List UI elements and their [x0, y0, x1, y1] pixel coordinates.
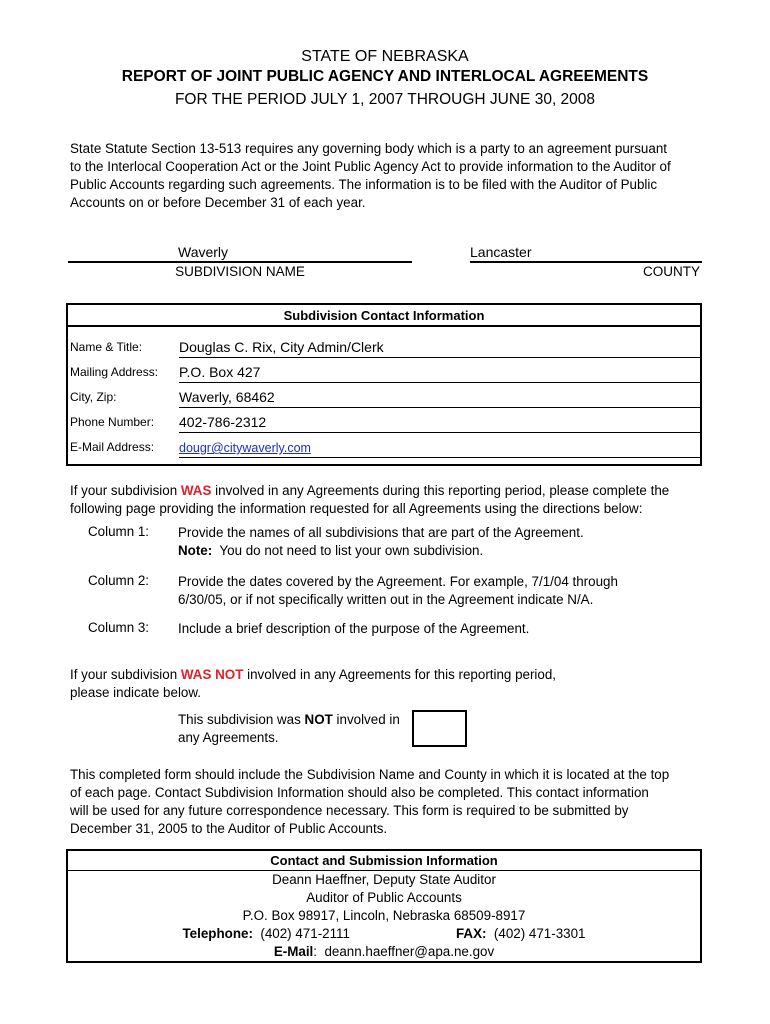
intro-line: to the Interlocal Cooperation Act or the Joint Public Agency Act to provide information to the Auditor of [70, 159, 671, 174]
column-2-text [178, 573, 708, 609]
was-line-2: following page providing the information requested for all Agreements using the directions below: [70, 501, 643, 516]
telephone-label: Telephone: [182, 926, 253, 941]
submission-contact-name: Deann Haeffner, Deputy State Auditor [272, 872, 496, 887]
contact-row-city [68, 383, 700, 408]
contact-label: Mailing Address: [70, 365, 159, 379]
column-1-note [178, 542, 708, 560]
column-1-text [178, 524, 708, 560]
column-3-label: Column 3: [88, 620, 150, 635]
not-involved-line-2: any Agreements. [178, 730, 279, 745]
email-value[interactable]: : deann.haeffner@apa.ne.gov [313, 944, 495, 959]
fax-value: (402) 471-3301 [486, 926, 586, 941]
intro-line: Public Accounts regarding such agreements. The information is to be filed with the Auditor of Public [70, 177, 658, 192]
closing-line: This completed form should include the Subdivision Name and County in which it is located at the top [70, 767, 670, 782]
state-heading: STATE OF NEBRASKA [301, 48, 469, 65]
phone-number-field[interactable]: 402-786-2312 [179, 408, 700, 433]
email-label: E-Mail [273, 944, 314, 959]
not-involved-checkbox[interactable] [412, 710, 467, 747]
column-1-line: Provide the names of all subdivisions that are part of the Agreement. [178, 525, 584, 540]
was-not-involved-paragraph [70, 666, 720, 702]
intro-line: State Statute Section 13-513 requires any governing body which is a party to an agreement pursuant [70, 141, 667, 156]
subdivision-name-line [68, 261, 412, 263]
subdivision-name-value[interactable]: Waverly [178, 244, 229, 260]
mailing-address-field[interactable]: P.O. Box 427 [179, 358, 700, 383]
was-not-line-2: please indicate below. [70, 685, 202, 700]
county-value[interactable]: Lancaster [470, 244, 532, 260]
was-not-text: involved in any Agreements for this reporting period, [243, 667, 557, 682]
intro-line: Accounts on or before December 31 of each year. [70, 195, 366, 210]
subdivision-contact-box [66, 303, 702, 466]
not-involved-text: involved in [332, 712, 400, 727]
email-link[interactable]: dougr@citywaverly.com [179, 441, 311, 455]
was-text: If your subdivision [70, 483, 181, 498]
note-text: You do not need to list your own subdivision. [212, 543, 484, 558]
submission-address: P.O. Box 98917, Lincoln, Nebraska 68509-8917 [242, 908, 526, 923]
was-not-highlight: WAS NOT [180, 667, 244, 682]
was-highlight: WAS [180, 483, 212, 498]
was-not-line-1 [70, 666, 720, 684]
column-1-label: Column 1: [88, 524, 150, 539]
contact-row-email [68, 433, 700, 458]
not-involved-line-1 [178, 711, 410, 729]
county-line [470, 261, 702, 263]
submission-phone-fax [68, 926, 700, 941]
not-involved-bold: NOT [304, 712, 333, 727]
closing-line: December 31, 2005 to the Auditor of Public Accounts. [70, 821, 388, 836]
county-label: COUNTY [643, 264, 700, 279]
column-2-label: Column 2: [88, 573, 150, 588]
submission-office: Auditor of Public Accounts [306, 890, 462, 905]
contact-label: City, Zip: [70, 390, 117, 404]
not-involved-text: This subdivision was [178, 712, 305, 727]
contact-box-title: Subdivision Contact Information [68, 305, 700, 327]
contact-row-phone [68, 408, 700, 433]
submission-box-title: Contact and Submission Information [68, 851, 700, 871]
contact-row-mailing [68, 358, 700, 383]
was-involved-paragraph [70, 482, 720, 518]
not-involved-statement [178, 711, 410, 747]
column-2-line: Provide the dates covered by the Agreement. For example, 7/1/04 through [178, 574, 618, 589]
report-title: REPORT OF JOINT PUBLIC AGENCY AND INTERLOCAL AGREEMENTS [121, 68, 649, 85]
report-period: FOR THE PERIOD JULY 1, 2007 THROUGH JUNE 30, 2008 [174, 91, 596, 108]
contact-label: Phone Number: [70, 415, 155, 429]
closing-line: will be used for any future correspondence necessary. This form is required to be submitted by [70, 803, 629, 818]
was-line-1 [70, 482, 720, 500]
closing-line: of each page. Contact Subdivision Information should also be completed. This contact information [70, 785, 649, 800]
contact-row-name [68, 333, 700, 358]
submission-email [68, 944, 700, 959]
telephone-value: (402) 471-2111 [252, 926, 350, 941]
column-3-text: Include a brief description of the purpose of the Agreement. [178, 621, 530, 636]
closing-paragraph [70, 766, 720, 838]
was-text: involved in any Agreements during this reporting period, please complete the [211, 483, 670, 498]
subdivision-name-label: SUBDIVISION NAME [175, 264, 305, 279]
contact-label: Name & Title: [70, 340, 143, 354]
intro-paragraph [70, 140, 710, 212]
contact-label: E-Mail Address: [70, 440, 155, 454]
contact-submission-box [66, 849, 702, 963]
was-not-text: If your subdivision [70, 667, 181, 682]
note-label: Note: [178, 543, 213, 558]
name-title-field[interactable]: Douglas C. Rix, City Admin/Clerk [179, 333, 700, 358]
city-zip-field[interactable]: Waverly, 68462 [179, 383, 700, 408]
column-2-line: 6/30/05, or if not specifically written out in the Agreement indicate N/A. [178, 592, 594, 607]
fax-label: FAX: [455, 926, 487, 941]
email-address-field[interactable] [179, 433, 700, 458]
